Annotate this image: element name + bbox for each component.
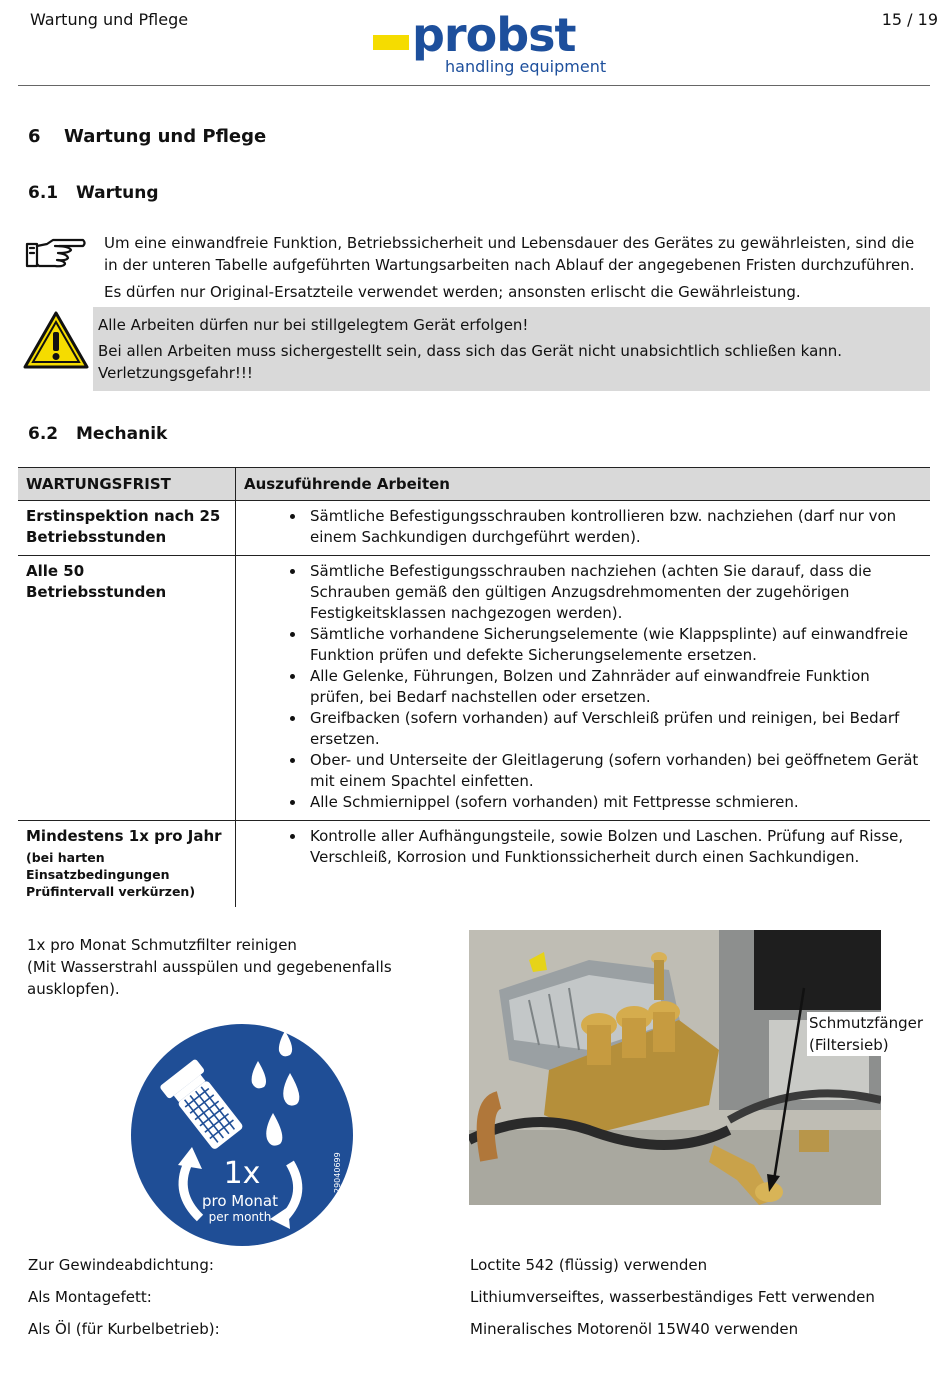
logo-wordmark: probst — [412, 8, 576, 62]
info-line-2: Es dürfen nur Original-Ersatzteile verwendet werden; ansonsten erlischt die Gewährleistung. — [104, 283, 801, 301]
warning-triangle-icon — [22, 310, 90, 370]
task-list — [244, 506, 922, 548]
material-value-grease: Lithiumverseiftes, wasserbeständiges Fett verwenden — [470, 1288, 875, 1306]
sticker-count: 1x — [223, 1156, 261, 1191]
warning-line-1: Alle Arbeiten dürfen nur bei stillgelegtem Gerät erfolgen! — [98, 316, 529, 334]
info-line-1: Um eine einwandfreie Funktion, Betriebssicherheit und Lebensdauer des Gerätes zu gewährleisten, sind die in der unteren Tabelle aufgeführten Wartungsarbeiten nach Ablauf der angegebenen Fristen durchzuführen. — [104, 234, 915, 274]
table-row — [18, 556, 930, 821]
photo-label-line-2: (Filtersieb) — [809, 1036, 889, 1054]
maintenance-table — [18, 467, 930, 907]
task-list — [244, 826, 922, 868]
task-item: • Kontrolle aller Aufhängungsteile, sowie Bolzen und Laschen. Prüfung auf Risse, Verschleiß, Korrosion und Funktionssicherheit durch einen Sachkundigen. — [306, 826, 922, 868]
pointing-hand-icon — [25, 236, 87, 272]
logo-subtitle: handling equipment — [445, 57, 607, 76]
interval-label: Alle 50 Betriebsstunden — [26, 562, 167, 601]
interval-label: Mindestens 1x pro Jahr — [26, 827, 222, 845]
section-title: Wartung und Pflege — [64, 126, 267, 147]
section-title: Wartung — [76, 183, 159, 203]
task-item: • Sämtliche Befestigungsschrauben kontrollieren bzw. nachziehen (darf nur von einem Sachkundigen durchgeführt werden). — [306, 506, 922, 548]
page-number: 15 / 19 — [881, 10, 938, 29]
section-title: Mechanik — [76, 424, 168, 444]
interval-cell — [18, 556, 236, 821]
pump-photo — [469, 930, 881, 1205]
column-header-interval: WARTUNGSFRIST — [18, 468, 236, 501]
tasks-cell — [236, 556, 931, 821]
column-header-tasks: Auszuführende Arbeiten — [236, 468, 931, 501]
table-header-row — [18, 468, 930, 501]
filter-line-1: 1x pro Monat Schmutzfilter reinigen — [27, 936, 297, 954]
task-item: • Alle Schmiernippel (sofern vorhanden) mit Fettpresse schmieren. — [306, 792, 922, 813]
tasks-cell — [236, 501, 931, 556]
filter-line-2: (Mit Wasserstrahl ausspülen und gegebenenfalls ausklopfen). — [27, 958, 392, 998]
task-list — [244, 561, 922, 813]
material-label-oil: Als Öl (für Kurbelbetrieb): — [28, 1320, 220, 1338]
section-number: 6 — [28, 126, 41, 147]
logo-yellow-bar — [373, 35, 409, 50]
tasks-cell — [236, 821, 931, 908]
interval-note: (bei harten Einsatzbedingungen Prüfintervall verkürzen) — [26, 850, 196, 899]
header-divider — [18, 85, 930, 86]
interval-cell — [18, 821, 236, 908]
sticker-line-1: pro Monat — [201, 1192, 279, 1210]
filter-instructions — [27, 934, 427, 1000]
header-section-title: Wartung und Pflege — [30, 10, 189, 29]
material-value-oil: Mineralisches Motorenöl 15W40 verwenden — [470, 1320, 799, 1338]
task-item: • Sämtliche Befestigungsschrauben nachziehen (achten Sie darauf, dass die Schrauben gemäß den gültigen Anzugsdrehmomenten der zugehörigen Festigkeitsklassen nachgezogen werden). — [306, 561, 922, 624]
info-text — [104, 232, 919, 308]
interval-label: Erstinspektion nach 25 Betriebsstunden — [26, 507, 221, 546]
sticker-code: 29040699 — [333, 1152, 342, 1193]
sticker-line-2: per month — [208, 1210, 272, 1224]
table-row — [18, 501, 930, 556]
material-value-thread: Loctite 542 (flüssig) verwenden — [470, 1256, 708, 1274]
task-item: • Sämtliche vorhandene Sicherungselemente (wie Klappsplinte) auf einwandfreie Funktion prüfen und defekte Sicherungselemente ersetzen. — [306, 624, 922, 666]
material-label-thread: Zur Gewindeabdichtung: — [28, 1256, 214, 1274]
section-number: 6.2 — [28, 424, 59, 444]
section-6-2-heading — [28, 424, 167, 444]
section-6-1-heading — [28, 183, 159, 203]
warning-text — [98, 314, 918, 388]
table-body — [18, 501, 930, 908]
section-number: 6.1 — [28, 183, 59, 203]
material-label-grease: Als Montagefett: — [28, 1288, 152, 1306]
warning-line-2: Bei allen Arbeiten muss sichergestellt sein, dass sich das Gerät nicht unabsichtlich schließen kann. Verletzungsgefahr!!! — [98, 342, 843, 382]
monthly-cleaning-sticker — [130, 1023, 354, 1247]
interval-cell — [18, 501, 236, 556]
task-item: • Alle Gelenke, Führungen, Bolzen und Zahnräder auf einwandfreie Funktion prüfen, bei Bedarf nachstellen oder ersetzen. — [306, 666, 922, 708]
photo-label-line-1: Schmutzfänger — [809, 1014, 924, 1032]
task-item: • Ober- und Unterseite der Gleitlagerung (sofern vorhanden) bei geöffnetem Gerät mit einem Spachtel einfetten. — [306, 750, 922, 792]
photo-annotation — [807, 1012, 925, 1056]
table-row — [18, 821, 930, 908]
task-item: • Greifbacken (sofern vorhanden) auf Verschleiß prüfen und reinigen, bei Bedarf ersetzen. — [306, 708, 922, 750]
section-6-heading — [28, 126, 266, 147]
